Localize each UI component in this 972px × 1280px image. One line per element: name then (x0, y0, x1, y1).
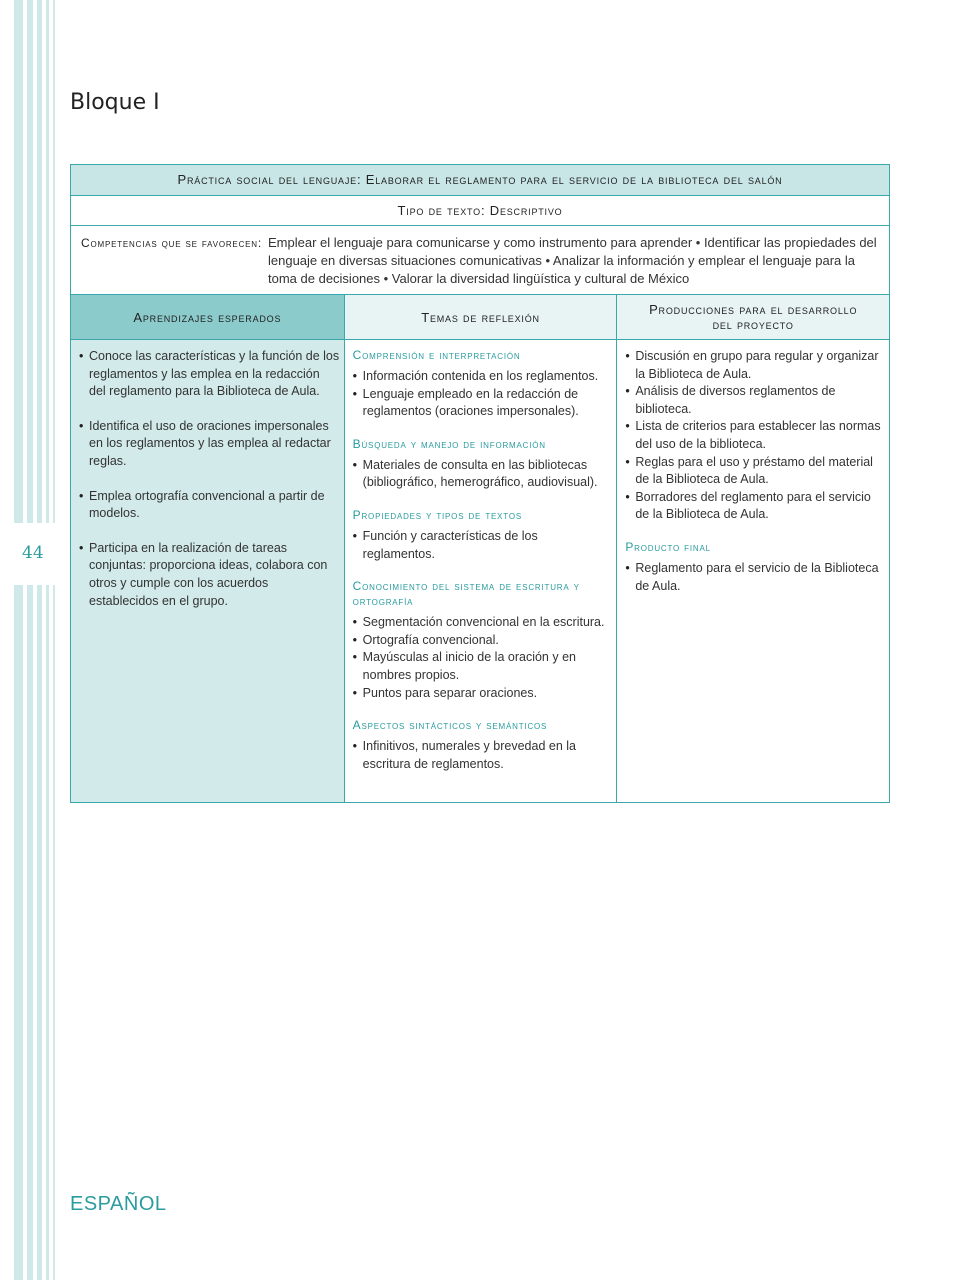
section-comprension (353, 348, 613, 421)
text-type-row: Tipo de texto: Descriptivo (71, 196, 889, 226)
list-item: • Información contenida en los reglamentos. (353, 368, 613, 386)
list-item: • Análisis de diversos reglamentos de biblioteca. (625, 383, 885, 418)
section-title: Aspectos sintácticos y semánticos (352, 718, 548, 733)
list-item: • Mayúsculas al inicio de la oración y en nombres propios. (353, 649, 613, 684)
column-body-producciones (617, 340, 889, 802)
column-header-line: del proyecto (712, 317, 794, 332)
section-title: Producto final (625, 539, 711, 554)
competencies-row (71, 226, 889, 295)
list-item: • Función y características de los reglamentos. (353, 528, 613, 563)
section-propiedades (353, 508, 613, 563)
section-list (353, 614, 613, 702)
section-producciones (625, 348, 885, 524)
section-title: Propiedades y tipos de textos (352, 507, 522, 522)
list-item: • Puntos para separar oraciones. (353, 685, 613, 703)
list-item: • Reglas para el uso y préstamo del material de la Biblioteca de Aula. (625, 454, 885, 489)
section-title: Búsqueda y manejo de información (352, 436, 546, 451)
section-list (625, 560, 885, 595)
section-list (353, 368, 613, 421)
list-item: • Borradores del reglamento para el servicio de la Biblioteca de Aula. (625, 489, 885, 524)
competencies-text: Emplear el lenguaje para comunicarse y como instrumento para aprender • Identificar las propiedades del lenguaje en diversas situaciones comunicativas • Analizar la información y emplear el lenguaje para la toma de decisiones • Valorar la diversidad lingüística y cultural de México (268, 235, 877, 286)
list-item: • Reglamento para el servicio de la Biblioteca de Aula. (625, 560, 885, 595)
list-item: • Identifica el uso de oraciones impersonales en los reglamentos y las emplea al redactar reglas. (79, 418, 340, 471)
list-item: • Conoce las características y la función de los reglamentos y las emplea en la redacción del reglamento para la Biblioteca de Aula. (79, 348, 340, 401)
column-header-aprendizajes: Aprendizajes esperados (71, 295, 344, 340)
section-conocimiento (353, 579, 613, 702)
list-item: • Infinitivos, numerales y brevedad en la escritura de reglamentos. (353, 738, 613, 773)
section-list (353, 528, 613, 563)
decorative-stripe (37, 0, 42, 1280)
section-busqueda (353, 437, 613, 492)
competencies-label: Competencias que se favorecen: (81, 236, 262, 250)
section-list (353, 738, 613, 773)
column-temas (344, 295, 617, 802)
table-columns (71, 295, 889, 802)
section-aspectos (353, 718, 613, 773)
decorative-stripe (53, 0, 55, 1280)
section-title: Conocimiento del sistema de escritura y ortografía (352, 579, 580, 609)
section-producto-final (625, 540, 885, 595)
column-header-line: Producciones para el desarrollo (649, 302, 858, 317)
page-number: 44 (22, 543, 44, 563)
section-title: Comprensión e interpretación (352, 348, 521, 362)
program-table (70, 164, 890, 803)
subject-label: ESPAÑOL (70, 1193, 167, 1215)
list-item: • Emplea ortografía convencional a partir de modelos. (79, 488, 340, 523)
producciones-list (625, 348, 885, 524)
list-item: • Participa en la realización de tareas conjuntas: proporciona ideas, colabora con otros y cumple con los acuerdos establecidos en el grupo. (79, 540, 340, 610)
list-item: • Discusión en grupo para regular y organizar la Biblioteca de Aula. (625, 348, 885, 383)
list-item: • Materiales de consulta en las bibliotecas (bibliográfico, hemerográfico, audiovisual). (353, 457, 613, 492)
list-item: • Lenguaje empleado en la redacción de reglamentos (oraciones impersonales). (353, 386, 613, 421)
list-item: • Segmentación convencional en la escritura. (353, 614, 613, 632)
block-title: Bloque I (70, 90, 160, 115)
section-list (353, 457, 613, 492)
column-header-temas: Temas de reflexión (345, 295, 617, 340)
social-practice-row: Práctica social del lenguaje: Elaborar el reglamento para el servicio de la biblioteca del salón (71, 165, 889, 196)
column-producciones (616, 295, 889, 802)
list-item: • Ortografía convencional. (353, 632, 613, 650)
column-body-temas (345, 340, 617, 802)
column-body-aprendizajes (71, 340, 344, 802)
decorative-stripe (14, 0, 23, 1280)
column-aprendizajes (71, 295, 344, 802)
decorative-stripe (46, 0, 49, 1280)
list-item: • Lista de criterios para establecer las normas del uso de la biblioteca. (625, 418, 885, 453)
column-header-producciones (617, 295, 889, 340)
aprendizajes-list (79, 348, 340, 610)
decorative-stripe (27, 0, 33, 1280)
